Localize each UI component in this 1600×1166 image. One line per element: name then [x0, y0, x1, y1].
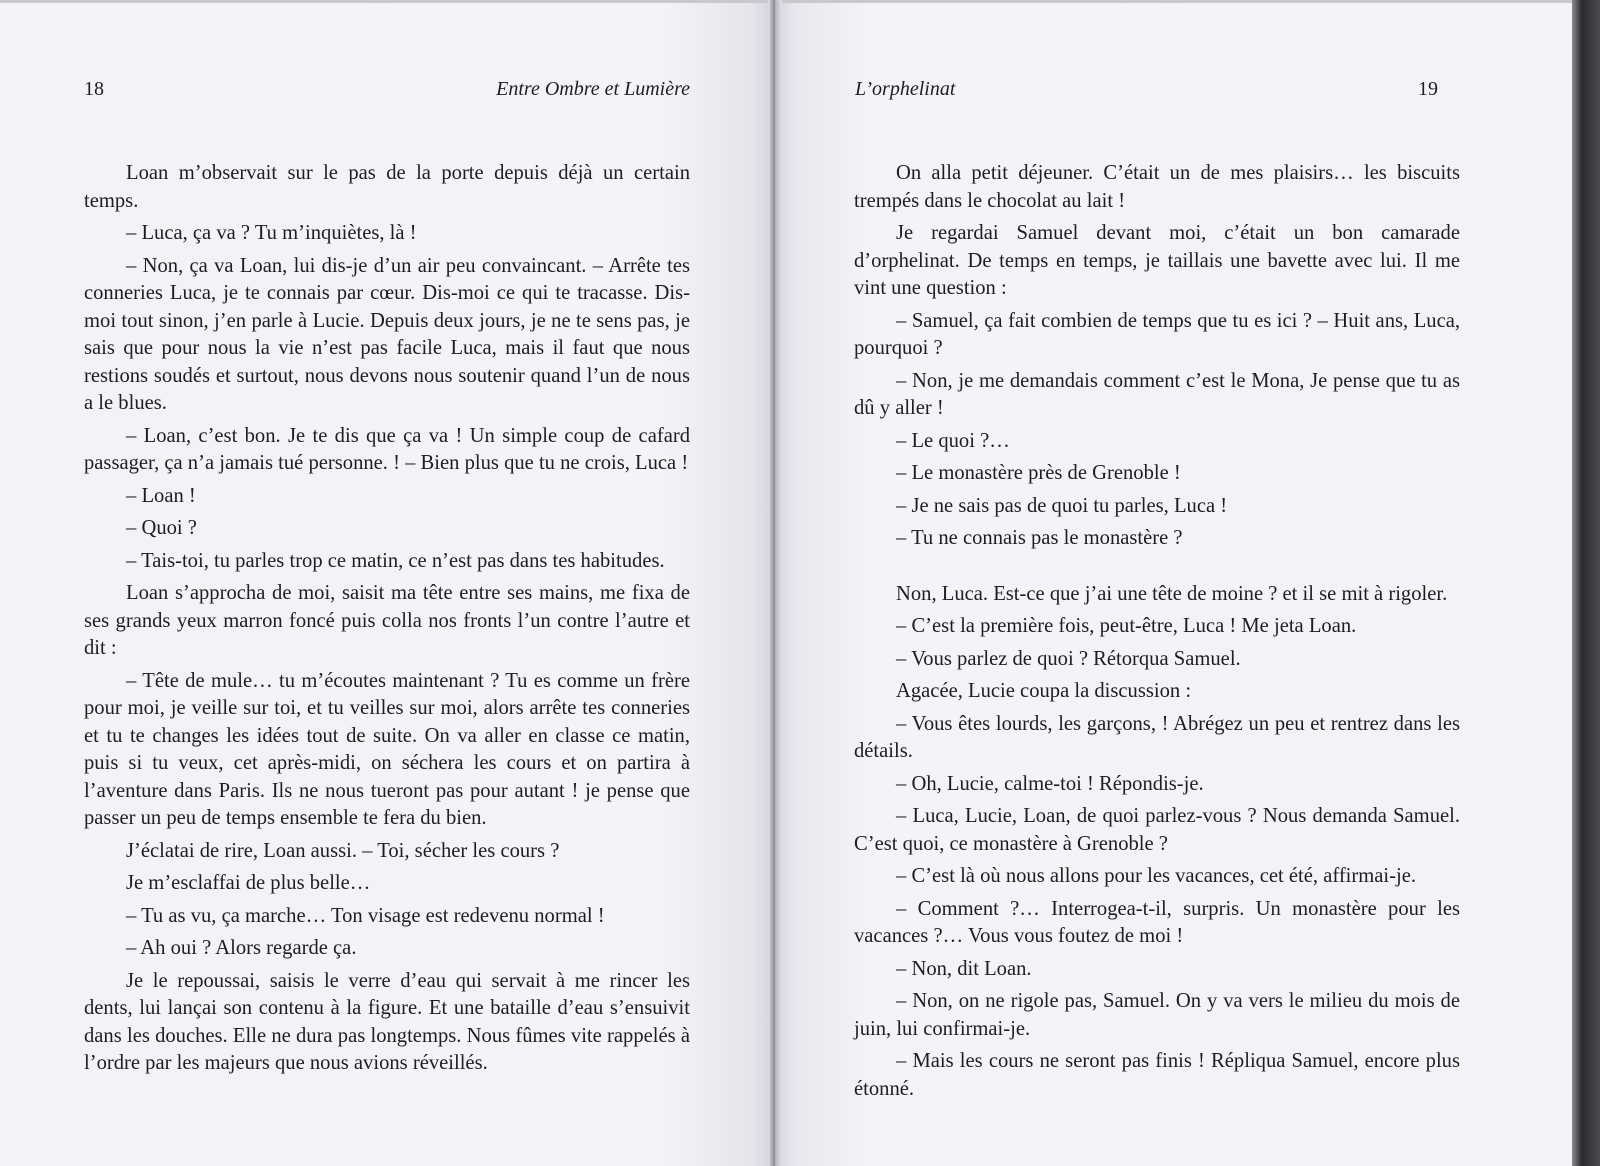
paragraph: – Le monastère près de Grenoble !	[896, 462, 1181, 484]
paragraph: – Le quoi ?…	[896, 429, 1010, 452]
paragraph: – C’est là où nous allons pour les vacances, cet été, affirmai-je.	[896, 865, 1417, 887]
paragraph: – Non, on ne rigole pas, Samuel. On y va vers le milieu du mois de juin, lui confirmai-je.	[854, 990, 1460, 1040]
paragraph: – Je ne sais pas de quoi tu parles, Luca !	[896, 494, 1228, 517]
book-edge-shadow	[1572, 0, 1600, 1166]
right-page	[775, 0, 1572, 1166]
paragraph: – Tête de mule… tu m’écoutes maintenant ? Tu es comme un frère pour moi, je veille sur toi, et tu veilles sur moi, alors arrête tes conneries et tu te changes les idées tout de suite. On va aller en classe ce matin, puis si tu veux, cet après-midi, on séchera les cours et on partira à l’aventure dans Paris. Ils ne nous tueront pas pour autant ! je pense que passer un peu de temps ensemble te fera du bien.	[84, 669, 690, 829]
paragraph: – Non, dit Loan.	[896, 957, 1032, 980]
paragraph: Agacée, Lucie coupa la discussion :	[896, 680, 1192, 702]
paragraph: Je le repoussai, saisis le verre d’eau qui servait à me rincer les dents, lui lançai son contenu à la figure. Et une bataille d’eau s’ensuivit dans les douches. Elle ne dura pas longtemps. Nous fûmes vite rappelés à l’ordre par les majeurs que nous avions réveillés.	[84, 969, 690, 1074]
book-gutter	[768, 0, 782, 1166]
running-head-left: Entre Ombre et Lumière	[496, 78, 690, 100]
paragraph: Loan s’approcha de moi, saisit ma tête entre ses mains, me fixa de ses grands yeux marron foncé puis colla nos fronts l’un contre l’autre et dit :	[84, 582, 690, 659]
paragraph: – Tu as vu, ça marche… Ton visage est redevenu normal !	[126, 904, 605, 927]
running-head-right: L’orphelinat	[855, 78, 956, 100]
paragraph: – Vous êtes lourds, les garçons, ! Abrégez un peu et rentrez dans les détails.	[854, 712, 1460, 762]
top-edge-line	[0, 0, 1572, 3]
paragraph: – Oh, Lucie, calme-toi ! Répondis-je.	[896, 772, 1204, 795]
paragraph: – Mais les cours ne seront pas finis ! Répliqua Samuel, encore plus étonné.	[854, 1050, 1460, 1100]
paragraph: – Luca, Lucie, Loan, de quoi parlez-vous ? Nous demanda Samuel. C’est quoi, ce monastère à Grenoble ?	[854, 805, 1460, 855]
page-number-right: 19	[1418, 78, 1438, 100]
paragraph: – Non, je me demandais comment c’est le Mona, Je pense que tu as dû y aller !	[854, 369, 1460, 419]
paragraph: – Vous parlez de quoi ? Rétorqua Samuel.	[896, 647, 1241, 670]
paragraph: – C’est la première fois, peut-être, Luca ! Me jeta Loan.	[896, 615, 1357, 637]
paragraph: – Quoi ?	[126, 517, 197, 539]
left-page	[0, 0, 775, 1166]
paragraph: On alla petit déjeuner. C’était un de mes plaisirs… les biscuits trempés dans le chocolat au lait !	[854, 162, 1460, 212]
paragraph: – Non, ça va Loan, lui dis-je d’un air peu convaincant. – Arrête tes conneries Luca, je te connais par cœur. Dis-moi ce qui te tracasse. Dis-moi tout sinon, j’en parle à Lucie. Depuis deux jours, je ne te sens pas, je sais que pour nous la vie n’est pas facile Luca, mais il faut que nous restions soudés et surtout, nous devons nous soutenir quand l’un de nous a le blues.	[84, 254, 690, 414]
paragraph: – Tais-toi, tu parles trop ce matin, ce n’est pas dans tes habitudes.	[126, 549, 665, 572]
paragraph: J’éclatai de rire, Loan aussi. – Toi, sécher les cours ?	[126, 839, 560, 862]
paragraph: Loan m’observait sur le pas de la porte depuis déjà un certain temps.	[84, 162, 690, 212]
paragraph: – Comment ?… Interrogea-t-il, surpris. Un monastère pour les vacances ?… Vous vous foutez de moi !	[854, 897, 1460, 947]
paragraph: Non, Luca. Est-ce que j’ai une tête de moine ? et il se mit à rigoler.	[896, 582, 1448, 605]
paragraph: – Tu ne connais pas le monastère ?	[896, 527, 1183, 549]
page-number-left: 18	[84, 78, 104, 100]
right-page-body	[854, 160, 1460, 1108]
section-gap	[854, 558, 1460, 581]
paragraph: – Luca, ça va ? Tu m’inquiètes, là !	[126, 222, 417, 244]
paragraph: – Ah oui ? Alors regarde ça.	[126, 937, 357, 959]
paragraph: – Loan, c’est bon. Je te dis que ça va ! Un simple coup de cafard passager, ça n’a jamais tué personne. ! – Bien plus que tu ne crois, Luca !	[84, 424, 690, 474]
paragraph: Je m’esclaffai de plus belle…	[126, 872, 371, 894]
left-page-body	[84, 160, 690, 1083]
paragraph: Je regardai Samuel devant moi, c’était un bon camarade d’orphelinat. De temps en temps, je taillais une bavette avec lui. Il me vint une question :	[854, 222, 1460, 299]
paragraph: – Samuel, ça fait combien de temps que tu es ici ? – Huit ans, Luca, pourquoi ?	[854, 309, 1460, 359]
paragraph: – Loan !	[126, 484, 196, 507]
